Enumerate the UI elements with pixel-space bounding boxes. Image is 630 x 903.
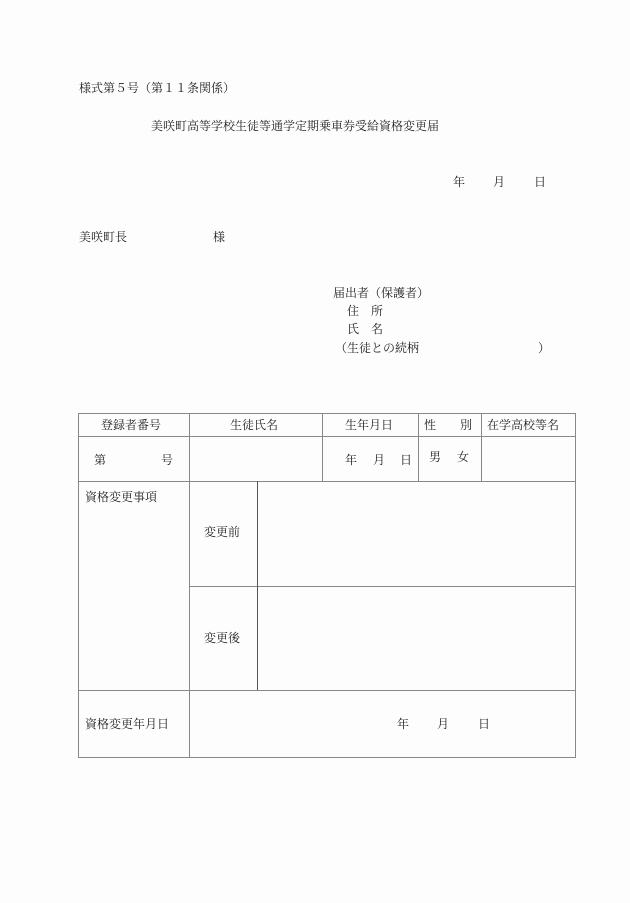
- after-change-field[interactable]: [258, 587, 575, 690]
- header-gender: 性 別: [424, 418, 473, 432]
- addressee-name: 美咲町長: [79, 230, 128, 244]
- header-birth-date: 生年月日: [345, 418, 394, 432]
- gender-male[interactable]: 男: [429, 450, 442, 464]
- page-title: 美咲町高等学校生徒等通学定期乗車券受給資格変更届: [151, 119, 440, 133]
- applicant-heading: 届出者（保護者）: [333, 286, 430, 300]
- addressee-honorific: 様: [213, 230, 226, 244]
- before-change-label: 変更前: [204, 525, 241, 539]
- name-label: 氏 名: [347, 322, 384, 336]
- gender-female[interactable]: 女: [457, 450, 470, 464]
- date-day-label: 日: [534, 175, 547, 189]
- relation-close: ）: [538, 341, 551, 355]
- change-day-label: 日: [478, 717, 491, 731]
- header-student-name: 生徒氏名: [230, 418, 279, 432]
- reg-suffix: 号: [161, 453, 174, 467]
- reg-prefix: 第: [94, 453, 107, 467]
- change-month-label: 月: [437, 717, 450, 731]
- address-label: 住 所: [347, 304, 384, 318]
- before-change-field[interactable]: [258, 482, 575, 586]
- change-items-label: 資格変更事項: [85, 490, 158, 504]
- header-school-name: 在学高校等名: [487, 418, 560, 432]
- after-change-label: 変更後: [204, 631, 241, 645]
- date-month-label: 月: [493, 175, 506, 189]
- student-name-field[interactable]: [190, 437, 322, 481]
- date-year-label: 年: [453, 175, 466, 189]
- change-year-label: 年: [397, 717, 410, 731]
- relation-label: （生徒との続柄: [335, 341, 420, 355]
- school-name-field[interactable]: [482, 437, 575, 481]
- header-registration-number: 登録者番号: [101, 418, 162, 432]
- change-date-label: 資格変更年月日: [85, 717, 170, 731]
- birth-month-label: 月: [373, 453, 386, 467]
- birth-day-label: 日: [400, 453, 413, 467]
- form-number: 様式第５号（第１１条関係）: [79, 81, 236, 95]
- birth-year-label: 年: [345, 453, 358, 467]
